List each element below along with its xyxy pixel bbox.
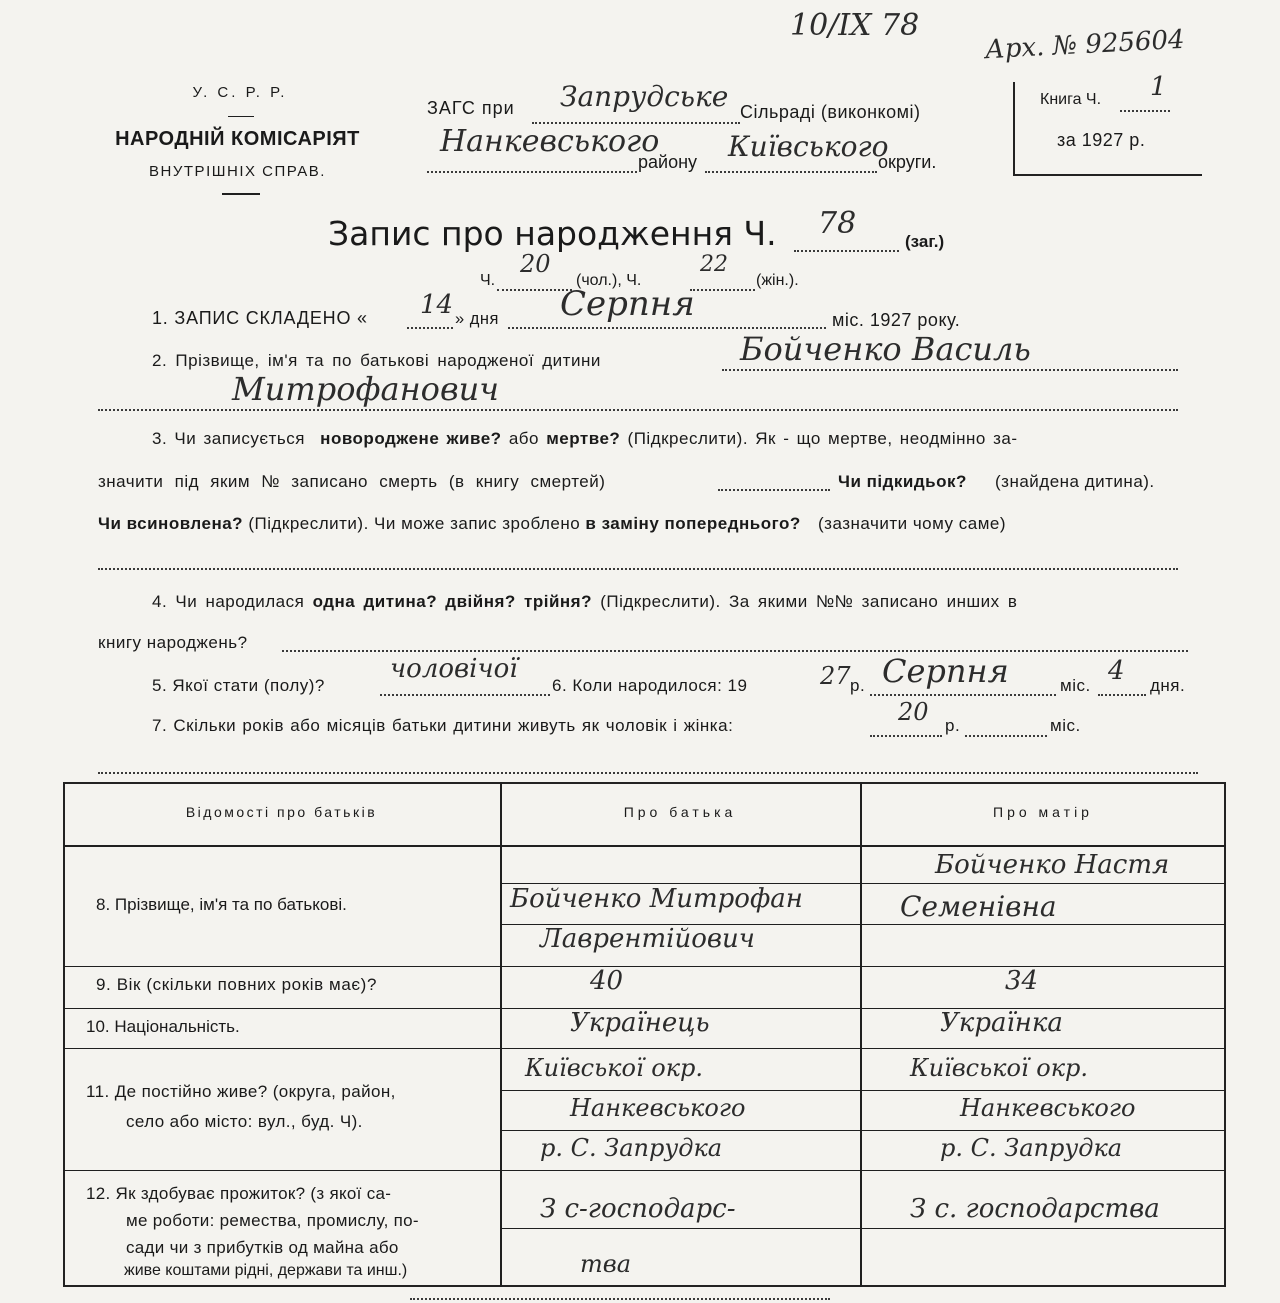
- item5-label: 5. Якої стати (полу)?: [152, 676, 325, 695]
- record-number: 78: [818, 206, 857, 241]
- item7-years-line: [870, 735, 942, 737]
- raion-line: [427, 171, 637, 173]
- item4-line1: [152, 592, 1017, 612]
- row10-label: 10. Національність.: [86, 1017, 240, 1036]
- row12-label-line2: ме роботи: ремества, промислу, по-: [126, 1211, 419, 1230]
- item1-day-line: [407, 327, 453, 329]
- male-count: 20: [520, 250, 551, 278]
- item3-line3: [98, 514, 1006, 534]
- item3-text: або: [508, 429, 539, 448]
- record-number-line: [794, 250, 899, 252]
- row12-mother-line1: З с. господарства: [910, 1194, 1160, 1224]
- silradi-label: Сільраді (виконкомі): [740, 102, 921, 122]
- row12-label-line1: 12. Як здобуває прожиток? (з якої са-: [86, 1184, 392, 1203]
- archive-ref: Арх. № 925604: [984, 24, 1186, 66]
- item2-line2: [98, 409, 1178, 411]
- item4-text: 4. Чи народилася: [152, 592, 305, 611]
- row10-father: Українець: [570, 1008, 710, 1038]
- item3-adopted: Чи всиновлена?: [98, 514, 244, 533]
- table-col-divider: [860, 782, 862, 1287]
- okruha-line: [705, 171, 877, 173]
- row8-father-line1: Бойченко Митрофан: [510, 884, 803, 914]
- raion-label: району: [638, 152, 698, 172]
- item6-dnia: дня.: [1150, 676, 1186, 695]
- table-col-divider: [500, 782, 502, 1287]
- item6-day: 4: [1108, 656, 1125, 686]
- book-line: [1120, 110, 1170, 112]
- item3-found-note: (знайдена дитина).: [995, 472, 1155, 491]
- header-internal: ВНУТРІШНІХ СПРАВ.: [149, 163, 326, 180]
- female-line: [690, 289, 755, 291]
- book-year: за 1927 р.: [1057, 130, 1146, 150]
- item3-alive-option: новороджене живе?: [320, 429, 502, 448]
- row12-father-line2: тва: [580, 1250, 632, 1278]
- okruha-label: округи.: [878, 152, 937, 172]
- female-label: (жін.).: [756, 272, 799, 289]
- item1-prefix: 1. ЗАПИС СКЛАДЕНО «: [152, 308, 368, 328]
- item2-value2: Митрофанович: [232, 370, 500, 408]
- item3-death-line: [718, 489, 830, 491]
- item7-r: р.: [945, 716, 961, 735]
- female-count: 22: [700, 252, 728, 277]
- item3-text: (зазначити чому саме): [817, 514, 1006, 533]
- item1-day: 14: [420, 290, 454, 320]
- table-inner-line: [500, 1228, 1226, 1229]
- row8-mother-line1: Бойченко Настя: [935, 850, 1170, 880]
- row11-father-line2: Нанкевського: [570, 1094, 746, 1122]
- item3-foundling: Чи підкидьок?: [838, 472, 967, 491]
- row11-label-line1: 11. Де постійно живе? (округа, район,: [86, 1082, 396, 1101]
- row11-label-line2: село або місто: вул., буд. Ч).: [126, 1112, 363, 1131]
- top-number: 10/IX 78: [790, 8, 920, 43]
- book-label: Книга Ч.: [1040, 91, 1102, 108]
- item5-line: [380, 694, 550, 696]
- header-usrr: У. С. Р. Р.: [192, 84, 288, 101]
- item6-month-line: [870, 694, 1056, 696]
- row8-father-line2: Лаврентійович: [540, 924, 755, 954]
- item3-text: (Підкреслити). Як - що мертве, неодмінно за-: [627, 429, 1018, 448]
- item6-year: 27: [820, 662, 851, 690]
- item5-value: чоловічої: [390, 654, 518, 684]
- item3-text: (Підкреслити). Чи може запис зроблено: [248, 514, 581, 533]
- table-header-info: Відомості про батьків: [185, 804, 378, 820]
- record-title: Запис про народження Ч.: [328, 214, 777, 253]
- item3-line2a: значити під яким № записано смерть (в книгу смертей): [98, 472, 606, 491]
- row9-father: 40: [590, 966, 624, 996]
- item6-day-line: [1098, 694, 1146, 696]
- item6-label: 6. Коли народилося: 19: [552, 676, 748, 695]
- row9-mother: 34: [1005, 966, 1039, 996]
- item6-r: р.: [850, 676, 866, 695]
- row8-label: 8. Прізвище, ім'я та по батькові.: [96, 895, 347, 914]
- book-value: 1: [1150, 72, 1167, 102]
- zags-prefix: ЗАГС при: [427, 98, 515, 118]
- item1-mid: » дня: [455, 310, 499, 328]
- table-header-divider: [63, 845, 1226, 847]
- item7-mis-line: [965, 735, 1047, 737]
- record-total-label: (заг.): [905, 232, 945, 251]
- row10-mother: Українка: [940, 1008, 1063, 1038]
- table-inner-line: [500, 1130, 1226, 1131]
- item1-month: Серпня: [560, 284, 695, 324]
- table-row-divider: [63, 1048, 1226, 1049]
- row11-father-line1: Київської окр.: [525, 1054, 704, 1082]
- male-label: (чол.), Ч.: [576, 272, 642, 289]
- table-header-mother: Про матір: [993, 804, 1093, 820]
- item2-line1: [722, 369, 1178, 371]
- item3-dead-option: мертве?: [546, 429, 621, 448]
- table-header-father: Про батька: [623, 804, 737, 820]
- item3-text: 3. Чи записується: [152, 429, 305, 448]
- zags-place-value: Запрудське: [560, 80, 729, 113]
- row12-father-line1: З с-господарс-: [540, 1194, 736, 1224]
- item7-mis: міс.: [1050, 716, 1081, 735]
- header-commissariat: НАРОДНІЙ КОМІСАРІЯТ: [115, 128, 360, 150]
- row11-mother-line2: Нанкевського: [960, 1094, 1136, 1122]
- item4-line2: книгу народжень?: [98, 633, 248, 652]
- row11-mother-line1: Київської окр.: [910, 1054, 1089, 1082]
- item7-label: 7. Скільки років або місяців батьки дитини живуть як чоловік і жінка:: [152, 716, 734, 735]
- header-dash: [228, 116, 254, 117]
- row8-mother-line2: Семенівна: [900, 890, 1057, 923]
- bottom-edge-line: [410, 1298, 830, 1300]
- table-row-divider: [63, 1170, 1226, 1171]
- ch-label: Ч.: [480, 272, 496, 289]
- item4-line: [282, 650, 1188, 652]
- row11-mother-line3: р. С. Запрудка: [940, 1134, 1123, 1162]
- raion-value: Нанкевського: [440, 124, 660, 159]
- item7-blank-line: [98, 772, 1198, 774]
- item3-replacement: в заміну попереднього?: [585, 514, 801, 533]
- header-dash: [222, 193, 260, 195]
- item7-years: 20: [898, 698, 929, 726]
- row11-father-line3: р. С. Запрудка: [540, 1134, 723, 1162]
- item6-month: Серпня: [882, 652, 1009, 690]
- item2-label: 2. Прізвище, ім'я та по батькові народженої дитини: [152, 351, 601, 370]
- item6-mis: міс.: [1060, 676, 1091, 695]
- table-inner-line: [500, 1090, 1226, 1091]
- item3-blank-line: [98, 568, 1178, 570]
- row12-label-line3: сади чи з прибутків од майна або: [126, 1238, 399, 1257]
- row12-label-line4: живе коштами рідні, держави та инш.): [124, 1262, 408, 1279]
- item3-line1: [152, 429, 1017, 449]
- item4-text: (Підкреслити). За якими №№ записано инших в: [600, 592, 1018, 611]
- row9-label: 9. Вік (скільки повних років має)?: [96, 975, 377, 994]
- okruha-value: Київського: [728, 130, 889, 163]
- table-row-divider: [63, 966, 1226, 967]
- item4-options: одна дитина? двійня? трійня?: [312, 592, 592, 611]
- item1-suffix: міс. 1927 року.: [832, 310, 961, 330]
- item2-value1: Бойченко Василь: [740, 330, 1031, 368]
- item1-month-line: [508, 327, 826, 329]
